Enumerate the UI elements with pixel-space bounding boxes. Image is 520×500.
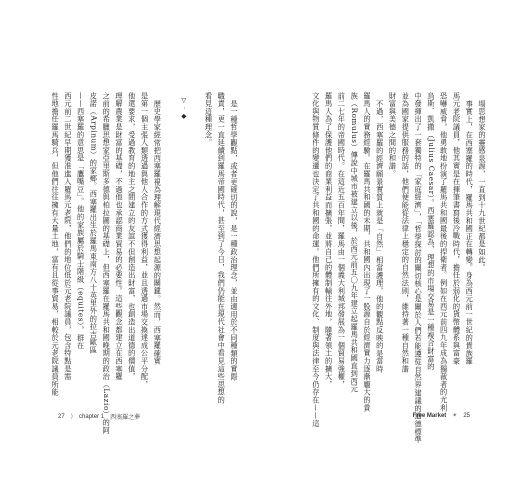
text-column: 中發揮出了一套獨特的「家庭經濟」，「哲學探討的關切核心是關於人們若能遵從自然界建議的道德標準 (414, 92, 424, 444)
text-column: 是一種哲學觀點，或者更確切的說，是一種政治理念，並由適用於不同種類的實際 (230, 99, 239, 381)
text-column: 皮諾（Arpinum）的家鄉。西塞羅出生於羅馬東南方八十英里外的拉吉歐區 (89, 92, 99, 354)
footer-separator: ⟩ (70, 414, 74, 420)
text-column: 烏斯．凱撒（Julius Caesar）。西塞羅認為，理想的市場交易是一種複合財富的 (426, 92, 436, 371)
section-break-mark: ▽·◆ (179, 96, 188, 124)
text-column: 他還要求，受過教育的地主之間建立的友誼不但創造出財富，也創造出道德的價值， (127, 92, 137, 381)
text-column: 事實上，在西塞羅的時代，羅馬共和國正在轉變。身為西元前一世紀的貴族羅 (465, 99, 475, 365)
text-column: 羅馬人的實務經驗。在羅馬共和國的末期，共和國內出現了一股源自於經濟實力逐漸龐大的貴 (362, 92, 372, 412)
right-page-number: 25 (463, 412, 470, 419)
text-column: 之前的希臘思想家亞里斯多德與柏拉圖的基礎上，但西塞羅在羅馬共和國晚期的政治（Lazio）的阿 (102, 92, 112, 435)
text-column: 理解農業是財富的基礎，不過他也承認商業貿易的必要性。這些觀念都建立在西塞羅 (114, 92, 124, 381)
left-page-footer (58, 412, 140, 421)
text-column: 是第一個主張人類透過與他人合作的方式獲得利益，並且透過市場交換達成公平分配， (140, 92, 150, 389)
text-column: 財富與美德之間的和諧。 (388, 92, 398, 178)
text-column: 看見這種理念。 (204, 92, 214, 147)
text-column: 職責，更一直延續到羅馬帝國時代，甚至到了今日，我們仍能在現代社會中看見這些思想的 (217, 92, 227, 404)
text-column: 馬元老院議員，他其實是在揮筆書寫後冷戰時代，擔任於弱化的貨幣體系與富豪 (452, 92, 462, 365)
footer-separator: ✦ (452, 413, 458, 419)
text-column: 性地擔任羅馬騎兵，但他們往往擁有大量土地，富有且從事貿易，相較於元老院議員所能 (51, 92, 61, 397)
right-page-footer (413, 412, 470, 419)
chapter-title: 西塞羅之夢 (110, 415, 141, 421)
text-column: 族（Romulus）傳說中城市被建立以後，於西元前五〇九年建立起羅馬共和國直到西元 (350, 92, 360, 394)
text-column: 場思想家的靈感泉源，一直到十九世紀都是如此。 (478, 99, 487, 272)
book-title: Free Market (412, 412, 447, 419)
text-column: 不過，西塞羅的經濟願景實質上就是「自然」相當護理，他的觀點反映的是當時 (375, 99, 385, 373)
text-column: 前二七年的帝國時代。在這近五百年間，羅馬由一個義大利城邦發展為一個貿易強權， (337, 92, 347, 389)
text-column: 文化與物質條件的變遷也決定了共和國的命運。他們所擁有的文化、制度與法律至今仍存在——這 (311, 92, 321, 428)
blank-line (167, 92, 174, 370)
text-column: 西元前二世紀早期獲准進入羅馬元老院，他們的地位低於元老院議員，包含特點是需 (63, 92, 73, 381)
text-column: ——西塞羅的意思是「鷹嘴豆」。他的家族屬於騎士階級（equites），群在 (76, 92, 86, 350)
text-column: 恐嚇威脅，他勇敢地扮演了羅馬共和國最後的捍衛者。例如在西元前四九年成為獨裁者的尤利 (439, 92, 449, 412)
chapter-label: chapter 1 (79, 413, 105, 420)
text-column: 並為國家提供服務的話，他們便能從法律上穩定的自然法則，維持著一種自然和諧 (401, 92, 411, 373)
text-column: 羅馬人為了保護他們的商業利益而擴張，並將自己的體制輸往外地，隨著領土的擴大， (324, 92, 334, 389)
text-column: 歷史學家經常把西塞羅視為理解現代經濟思想起源的關鍵。然而，西塞羅確實 (153, 99, 163, 365)
left-page-number: 27 (58, 413, 65, 420)
right-page (260, 0, 520, 500)
blank-line (192, 92, 199, 370)
